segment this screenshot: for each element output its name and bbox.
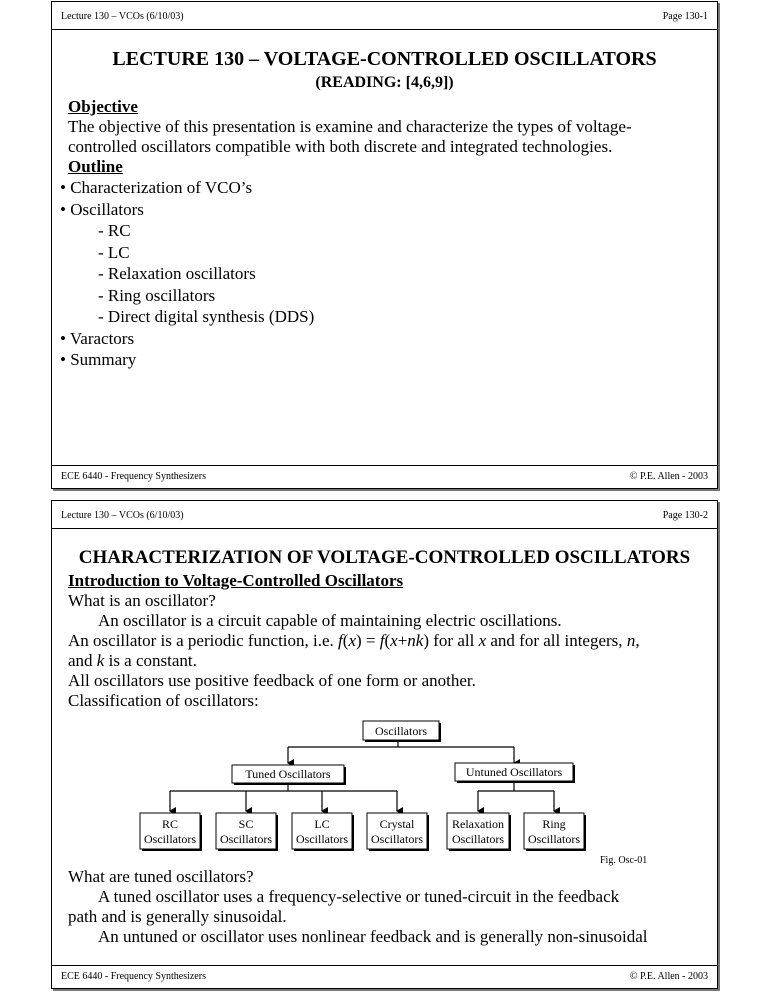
outline-subitem: - RC [98,221,131,240]
diagram-leaf-crystal [367,813,429,851]
diagram-untuned-label: Untuned Oscillators [465,765,563,779]
answer-tuned-line-1: A tuned oscillator uses a frequency-selective or tuned-circuit in the feedback [98,887,620,906]
slide-header-left: Lecture 130 – VCOs (6/10/03) [61,510,184,521]
answer-untuned: An untuned or oscillator uses nonlinear feedback and is generally non-sinusoidal [98,927,648,946]
svg-text:Oscillators: Oscillators [371,832,423,846]
diagram-leaf-relaxation [447,813,511,851]
answer-oscillator-definition: An oscillator is a circuit capable of maintaining electric oscillations. [98,611,562,630]
svg-text:Relaxation: Relaxation [452,817,504,831]
diagram-leaf-rc [140,813,202,851]
slide-footer-right: © P.E. Allen - 2003 [629,471,708,482]
svg-text:Crystal: Crystal [379,817,415,831]
diagram-box-untuned [455,763,575,783]
positive-feedback-text: All oscillators use positive feedback of one form or another. [68,671,476,690]
outline-list [60,177,697,371]
diagram-tuned-label: Tuned Oscillators [245,767,331,781]
svg-text:Oscillators: Oscillators [144,832,196,846]
figure-label: Fig. Osc-01 [600,855,648,866]
outline-subitem: - Direct digital synthesis (DDS) [98,307,315,326]
footer-divider [52,465,717,466]
diagram-leaf-lc [292,813,354,851]
outline-subitem: - LC [98,242,130,262]
periodic-function-line: An oscillator is a periodic function, i.e. f(x) = f(x+nk) for all x and for all integers, n, [68,631,640,650]
svg-text:Oscillators: Oscillators [528,832,580,846]
section-title: CHARACTERIZATION OF VOLTAGE-CONTROLLED OSCILLATORS [78,547,691,568]
diagram-box-oscillators [363,721,441,742]
header-divider [52,29,717,30]
svg-text:RC: RC [161,817,179,831]
slide-footer-left: ECE 6440 - Frequency Synthesizers [61,971,206,982]
slide-1 [51,1,718,489]
diagram-root-label: Oscillators [375,724,427,738]
diagram-leaf-ring [524,813,586,851]
diagram-leaf-sc [216,813,278,851]
svg-text:LC: LC [314,817,330,831]
slide-2 [51,500,718,989]
slide-page-number: Page 130-2 [662,510,708,521]
question-what-is-oscillator: What is an oscillator? [68,591,216,610]
outline-item: • Varactors [60,328,135,348]
lecture-title: LECTURE 130 – VOLTAGE-CONTROLLED OSCILLATORS [112,48,657,70]
slide-footer-left: ECE 6440 - Frequency Synthesizers [61,471,206,482]
slide-page-number: Page 130-1 [662,11,708,22]
answer-tuned-line-2: path and is generally sinusoidal. [68,907,287,926]
objective-text [68,117,697,157]
outline-item: • Oscillators [60,199,144,219]
outline-item: • Characterization of VCO’s [60,178,253,197]
reading-subtitle: (READING: [4,6,9]) [315,74,454,91]
outline-subitem: - Ring oscillators [98,285,216,305]
question-tuned: What are tuned oscillators? [68,867,254,886]
svg-text:SC: SC [238,817,254,831]
slide-footer-right: © P.E. Allen - 2003 [629,971,708,982]
outline-heading: Outline [68,157,123,176]
svg-text:Ring: Ring [542,817,566,831]
svg-text:Oscillators: Oscillators [220,832,272,846]
objective-heading: Objective [68,97,138,116]
outline-subitem: - Relaxation oscillators [98,264,256,283]
footer-divider [52,965,717,966]
outline-item: • Summary [60,350,137,369]
diagram-box-tuned [232,765,346,785]
periodic-function-line-2: and k is a constant. [68,651,197,670]
slide-2-lower-content [68,867,701,947]
intro-heading: Introduction to Voltage-Controlled Oscillators [68,571,404,590]
objective-line-1: The objective of this presentation is examine and characterize the types of voltage- [68,117,632,136]
svg-text:Oscillators: Oscillators [296,832,348,846]
slide-1-content [60,47,697,371]
svg-text:Oscillators: Oscillators [452,832,504,846]
slide-header-left: Lecture 130 – VCOs (6/10/03) [61,11,184,22]
objective-line-2: controlled oscillators compatible with both discrete and integrated technologies. [68,137,613,156]
classification-text: Classification of oscillators: [68,691,259,710]
